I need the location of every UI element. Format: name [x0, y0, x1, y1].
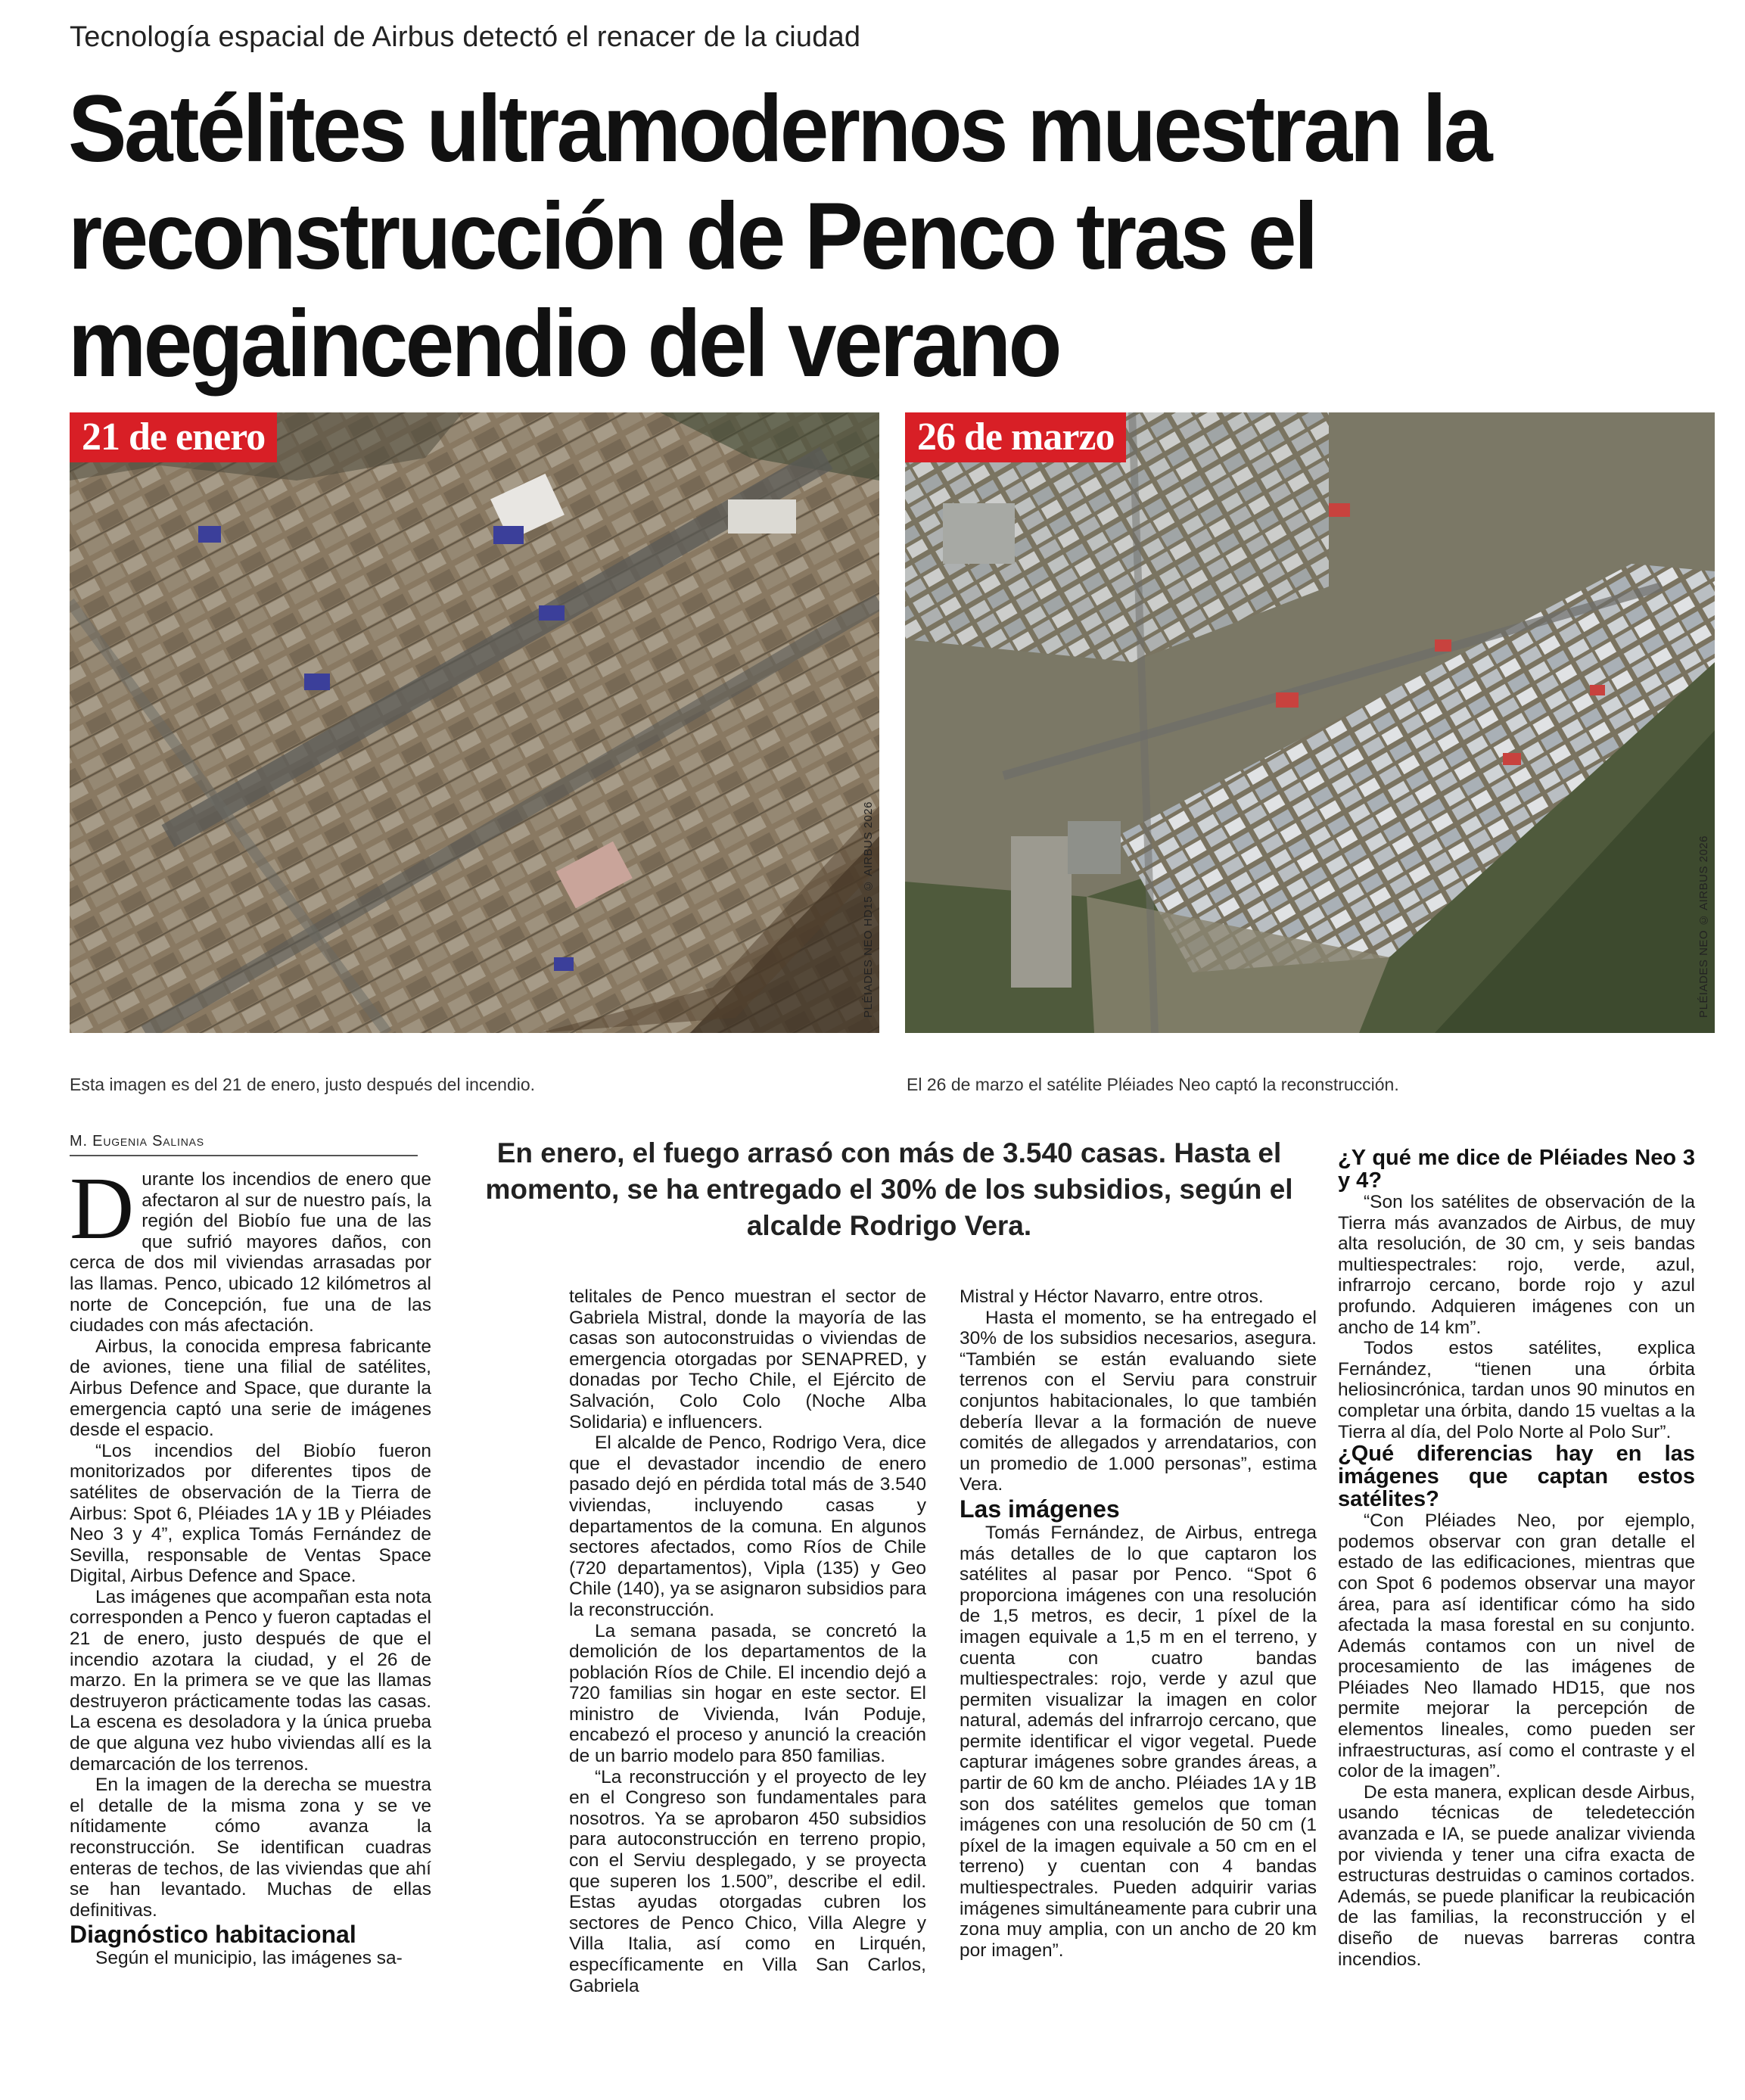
- paragraph: “Los incendios del Biobío fueron monitorizados por diferentes tipos de satélites de observación de la Tierra de Airbus: Spot 6, Pléiades 1A y 1B y Pléiades Neo 3 y 4”, explica Tomás Fernández de Sevilla, responsable de Ventas Space Digital, Airbus Defence and Space.: [70, 1440, 431, 1587]
- paragraph: En la imagen de la derecha se muestra el detalle de la misma zona y se ve nítidamente cómo avanza la reconstrucción. Se identifican cuadras enteras de techos, de las viviendas que ahí se han levantado. Muchas de ellas definitivas.: [70, 1775, 431, 1921]
- paragraph: telitales de Penco muestran el sector de Gabriela Mistral, donde la mayoría de las casas son autoconstruidas o viviendas de emergencia otorgadas por SENAPRED, y donadas por Techo Chile, el Ejército de Salvación, Colo Colo (Noche Alba Solidaria) e influencers.: [569, 1286, 926, 1433]
- question-diferencias: ¿Qué diferencias hay en las imágenes que captan estos satélites?: [1338, 1442, 1695, 1512]
- column-3: [960, 1286, 1317, 1961]
- paragraph: “Son los satélites de observación de la Tierra más avanzados de Airbus, de muy alta resolución, de 30 cm, y seis bandas multiespectrales: rojo, verde, azul, infrarrojo cercano, borde rojo y azul profundo. Adquieren imágenes con un ancho de 14 km”.: [1338, 1192, 1695, 1338]
- photo-credit-right: PLÉIADES NEO © AIRBUS 2026: [1697, 835, 1710, 1018]
- column-1: [70, 1159, 431, 1969]
- paragraph: Todos estos satélites, explica Fernández, “tienen una órbita heliosincrónica, tardan unos 90 minutos en completar una órbita, dando 15 vueltas a la Tierra al día, del Polo Norte al Polo Sur”.: [1338, 1338, 1695, 1442]
- paragraph: De esta manera, explican desde Airbus, usando técnicas de teledetección avanzada e IA, se puede analizar vivienda por vivienda y tener una cifra exacta de estructuras destruidas o caminos cortados. Además, se puede planificar la reubicación de las familias, la reconstrucción y el diseño de nuevas barreras contra incendios.: [1338, 1781, 1695, 1970]
- paragraph: Hasta el momento, se ha entregado el 30% de los subsidios necesarios, asegura. “También se están evaluando siete terrenos con el Serviu para construir conjuntos habitacionales, lo que también debería llevar a la formación de nueve comités de allegados y arrendatarios, con un promedio de 1.000 personas”, estima Vera.: [960, 1307, 1317, 1495]
- reconstruction-image: [905, 412, 1715, 1033]
- column-4: [1338, 1146, 1695, 1970]
- paragraph: “La reconstrucción y el proyecto de ley en el Congreso son fundamentales para nosotros. Ya se aprobaron 450 subsidios para autoconstrucción en terreno propio, con el Serviu desplegado, y se proyecta que superen los 1.500”, describe el edil. Estas ayudas otorgadas cubren los sectores de Penco Chico, Villa Alegre y Villa Italia, así como en Lirquén, específicamente en Villa San Carlos, Gabriela: [569, 1766, 926, 1996]
- subheading-diagnostico: Diagnóstico habitacional: [70, 1921, 356, 1949]
- caption-january: Esta imagen es del 21 de enero, justo después del incendio.: [70, 1075, 536, 1094]
- paragraph: Mistral y Héctor Navarro, entre otros.: [960, 1286, 1264, 1307]
- caption-march: El 26 de marzo el satélite Pléiades Neo captó la reconstrucción.: [907, 1075, 1399, 1094]
- date-tag-january: 21 de enero: [70, 412, 277, 462]
- question-pleiades-neo: ¿Y qué me dice de Pléiades Neo 3 y 4?: [1338, 1146, 1695, 1193]
- column-2: [569, 1286, 926, 1996]
- satellite-photo-january: [70, 412, 879, 1033]
- pull-quote: En enero, el fuego arrasó con más de 3.540 casas. Hasta el momento, se ha entregado el 30% de los subsidios, según el alcalde Rodrigo Vera.: [485, 1137, 1293, 1241]
- satellite-photo-march: [905, 412, 1715, 1033]
- paragraph: Airbus, la conocida empresa fabricante de aviones, tiene una filial de satélites, Airbus Defence and Space, que durante la emergencia captó una serie de imágenes desde el espacio.: [70, 1336, 431, 1441]
- headline: Satélites ultramodernos muestran la reconstrucción de Penco tras el megaincendio del verano: [68, 76, 1490, 397]
- drop-cap: D: [70, 1159, 135, 1258]
- burnt-area-image: [70, 412, 879, 1033]
- paragraph: Las imágenes que acompañan esta nota corresponden a Penco y fueron captadas el 21 de enero, justo después de que el incendio azotara la ciudad, y el 26 de marzo. En la primera se ve que las llamas destruyeron prácticamente todas las casas. La escena es desoladora y la única prueba de que alguna vez hubo viviendas allí es la demarcación de los terrenos.: [70, 1586, 431, 1775]
- kicker: Tecnología espacial de Airbus detectó el renacer de la ciudad: [70, 21, 861, 53]
- photo-credit-left: PLÉIADES NEO HD15 © AIRBUS 2026: [862, 801, 875, 1018]
- paragraph: La semana pasada, se concretó la demolición de los departamentos de la población Ríos de Chile. El incendio dejó a 720 familias sin hogar en este sector. El ministro de Vivienda, Iván Poduje, encabezó el proceso y anunció la creación de un barrio modelo para 850 familias.: [569, 1620, 926, 1767]
- byline: M. Eugenia Salinas: [70, 1133, 418, 1156]
- paragraph: Tomás Fernández, de Airbus, entrega más detalles de lo que captaron los satélites al pasar por Penco. “Spot 6 proporciona imágenes con una resolución de 1,5 metros, es decir, 1 píxel de la imagen equivale a 1,5 m en el terreno, y cuenta con cuatro bandas multiespectrales: rojo, verde y azul que permiten visualizar la imagen en color natural, además del infrarrojo cercano, que permite identificar el vigor vegetal. Puede capturar imágenes sobre grandes áreas, a partir de 60 km de ancho. Pléiades 1A y 1B son dos satélites gemelos que toman imágenes con una resolución de 50 cm (1 píxel de la imagen equivale a 50 cm en el terreno) y cuentan con 4 bandas multiespectrales. Pueden adquirir varias imágenes simultáneamente para cubrir una zona muy amplia, con un ancho de 20 km por imagen”.: [960, 1522, 1317, 1961]
- paragraph: El alcalde de Penco, Rodrigo Vera, dice que el devastador incendio de enero pasado dejó en pérdida total más de 3.540 viviendas, incluyendo casas y departamentos de la comuna. En algunos sectores afectados, como Ríos de Chile (720 departamentos), Vipla (135) y Geo Chile (140), ya se asignaron subsidios para la reconstrucción.: [569, 1433, 926, 1620]
- paragraph: “Con Pléiades Neo, por ejemplo, podemos observar con gran detalle el estado de las edificaciones, mientras que con Spot 6 podemos observar una mayor área, para así identificar cómo ha sido afectada la masa forestal en su conjunto. Además contamos con un nivel de procesamiento de las imágenes de Pléiades Neo llamado HD15, que nos permite mejorar la percepción de elementos lineales, como pueden ser infraestructuras, así como el contraste y el color de la imagen”.: [1338, 1510, 1695, 1782]
- date-tag-march: 26 de marzo: [905, 412, 1126, 462]
- paragraph: Durante los incendios de enero que afectaron al sur de nuestro país, la región del Biobío fue una de las que sufrió mayores daños, con cerca de dos mil viviendas arrasadas por las llamas. Penco, ubicado 12 kilómetros al norte de Concepción, fue una de las ciudades con más afectación.: [70, 1159, 431, 1336]
- paragraph: Según el municipio, las imágenes sa-: [95, 1948, 403, 1969]
- subheading-imagenes: Las imágenes: [960, 1495, 1120, 1523]
